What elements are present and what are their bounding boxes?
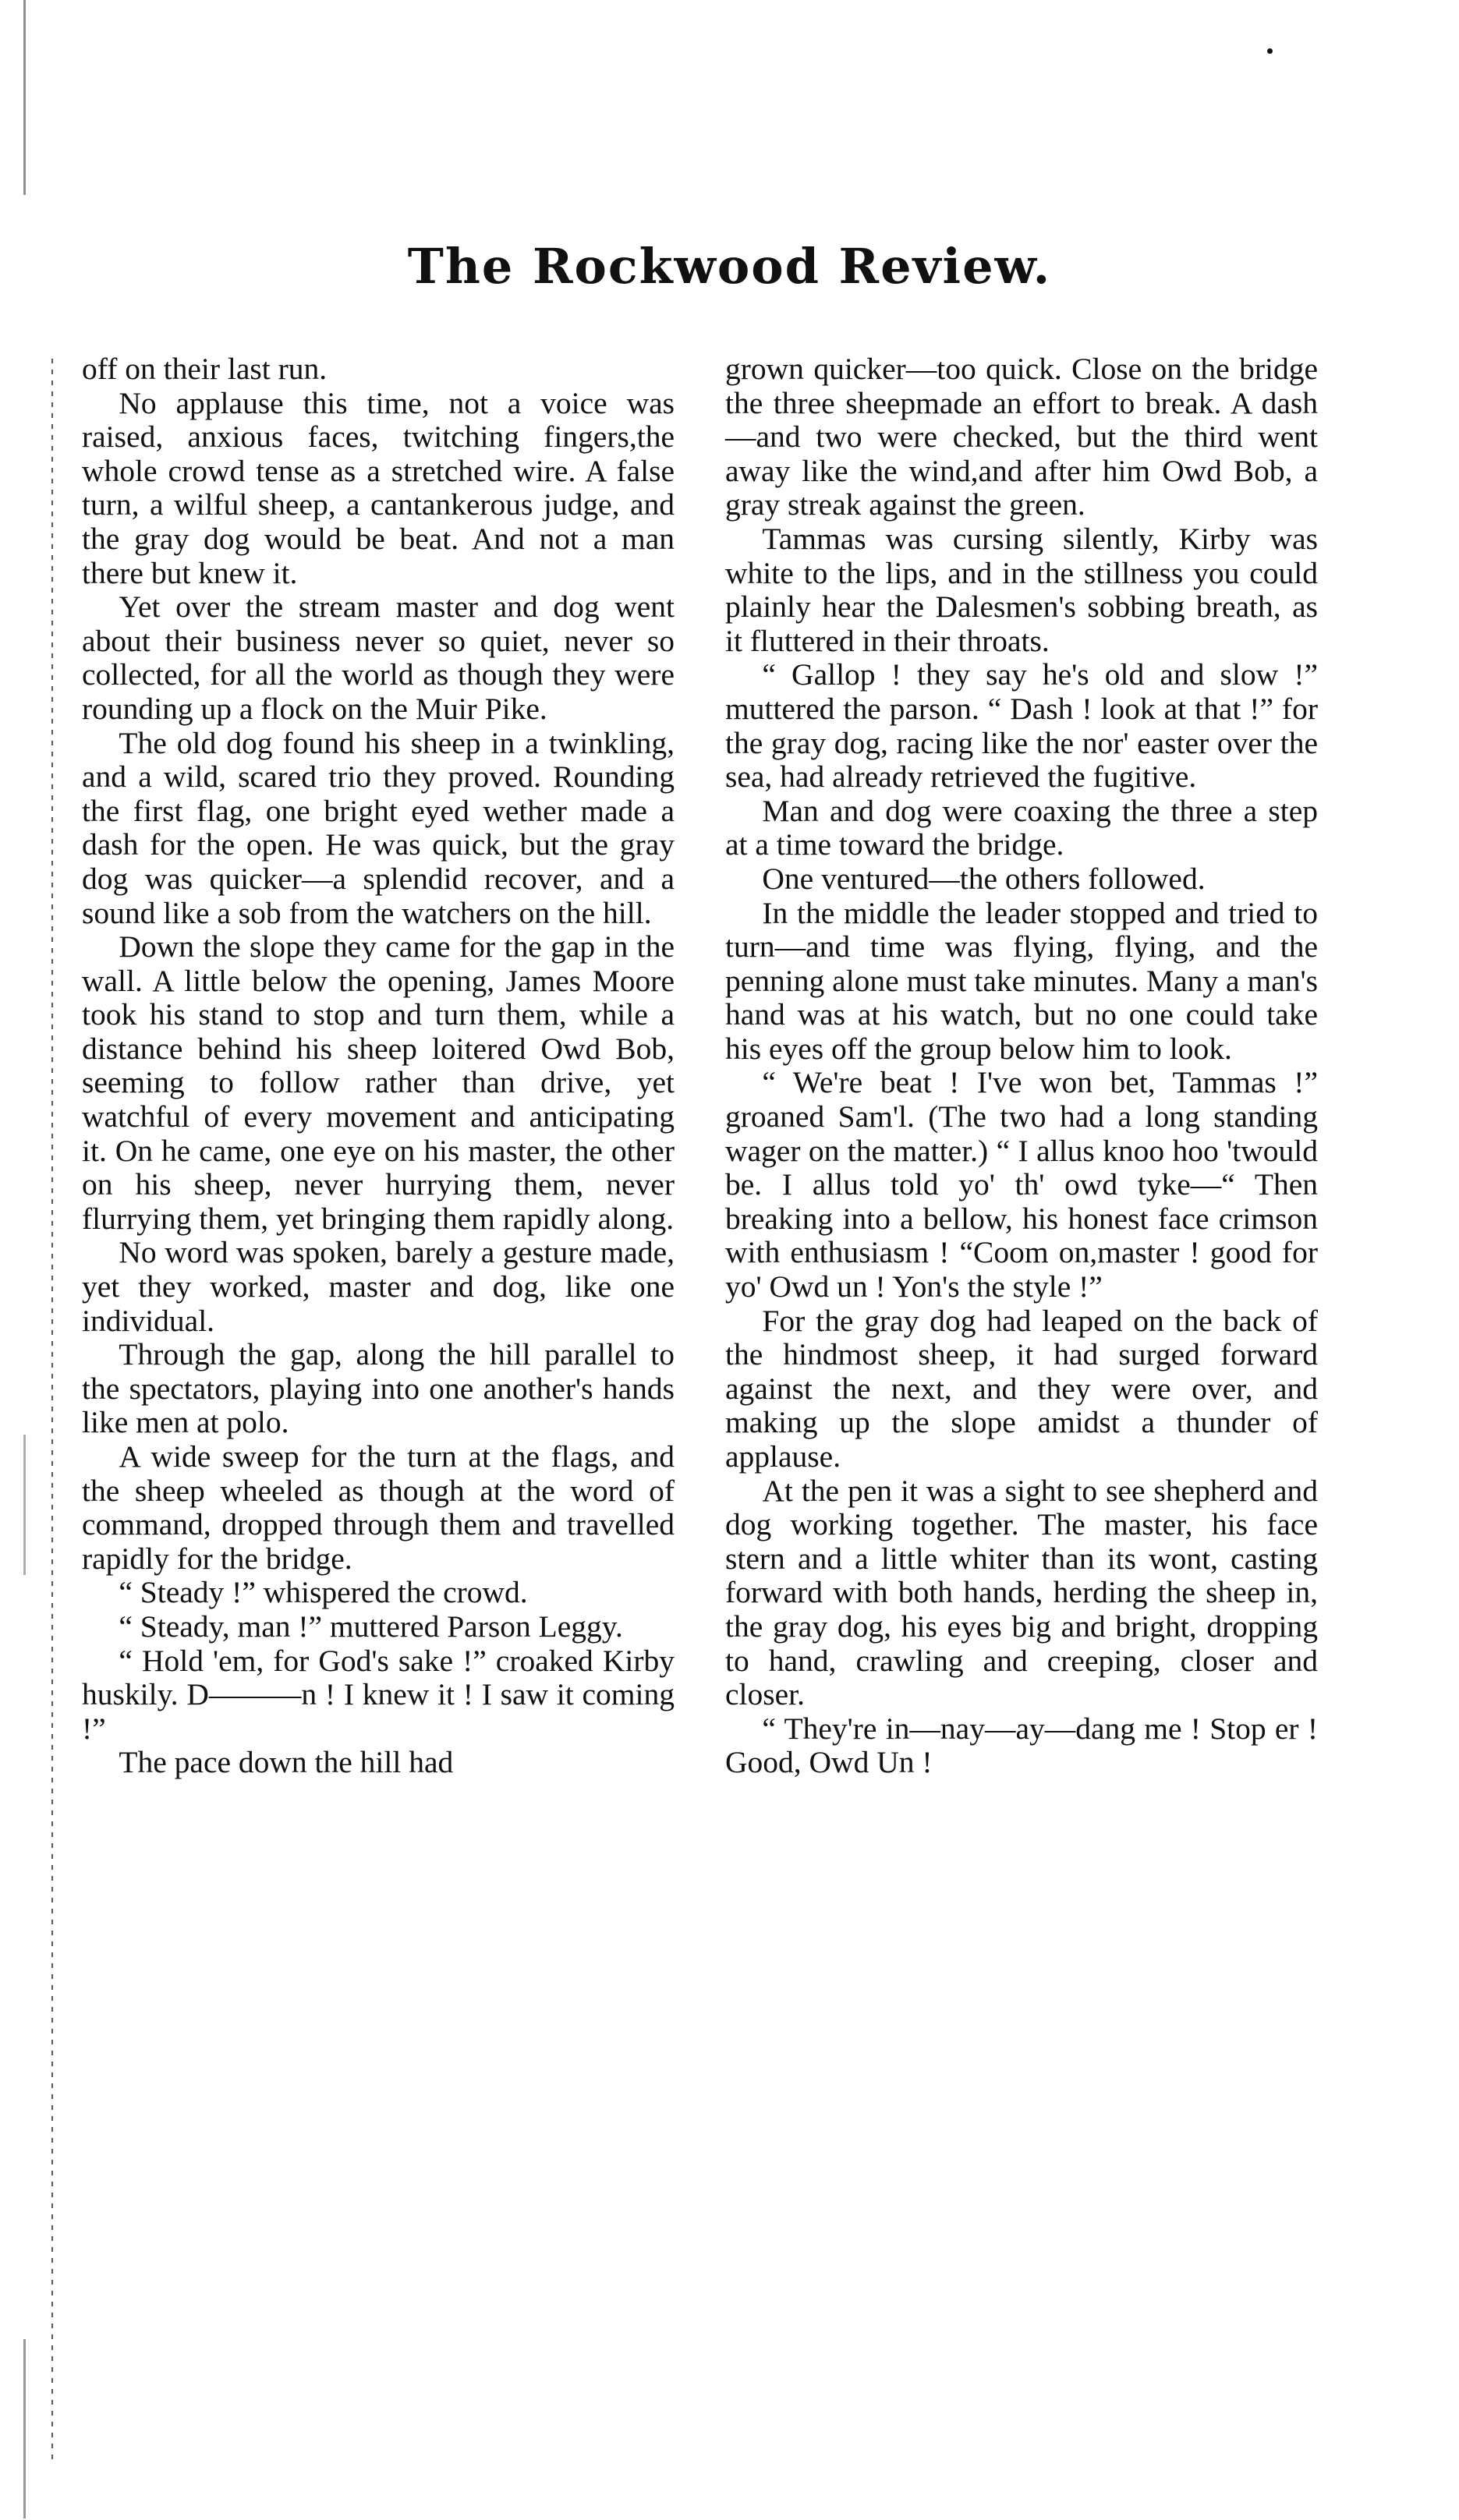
binding-edge-mark <box>23 0 26 195</box>
paragraph: Man and dog were coaxing the three a step at a time toward the bridge. <box>725 793 1318 862</box>
paragraph: One ventured—the others followed. <box>762 861 1206 896</box>
paragraph: In the middle the leader stopped and tried to turn—and time was flying, flying, and the penning alone must take minutes. Many a man's hand was at his watch, but no one could take his eyes off the group below him to look. <box>725 895 1318 1066</box>
paragraph: off on their last run. <box>82 352 328 386</box>
paragraph: The old dog found his sheep in a twinkling, and a wild, scared trio they proved. Rounding the first flag, one bright eyed wether made a dash for the open. He was quick, but the gray dog was quicker—a splendid recover, and a sound like a sob from the watchers on the hill. <box>82 725 675 930</box>
margin-speckle <box>51 359 53 2464</box>
page-speck <box>1267 48 1273 54</box>
paragraph: No word was spoken, barely a gesture made, yet they worked, master and dog, like one individual. <box>82 1235 675 1338</box>
paragraph: Through the gap, along the hill parallel to the spectators, playing into one another's hands like men at polo. <box>82 1337 675 1440</box>
paragraph: “ Steady, man !” muttered Parson Leggy. <box>119 1609 623 1644</box>
paragraph: Yet over the stream master and dog went about their business never so quiet, never so collected, for all the world as though they were rounding up a flock on the Muir Pike. <box>82 589 675 726</box>
paragraph: At the pen it was a sight to see shepherd and dog working together. The master, his face stern and a little whiter than its wont, casting forward with both hands, herding the sheep in, the gray dog, his eyes big and bright, dropping to hand, crawling and creeping, closer and closer. <box>725 1473 1318 1712</box>
paragraph: “ They're in—nay—ay—dang me ! Stop er ! Good, Owd Un ! <box>725 1711 1318 1780</box>
binding-edge-mark <box>23 1435 26 1575</box>
paragraph: “ Hold 'em, for God's sake !” croaked Kirby huskily. D———n ! I knew it ! I saw it coming !” <box>82 1643 675 1746</box>
paragraph: No applause this time, not a voice was raised, anxious faces, twitching fingers,the whole crowd tense as a stretched wire. A false turn, a wilful sheep, a cantankerous judge, and the gray dog would be beat. And not a man there but knew it. <box>82 385 675 590</box>
paragraph: A wide sweep for the turn at the flags, and the sheep wheeled as though at the word of command, dropped through them and travelled rapidly for the bridge. <box>82 1439 675 1576</box>
paragraph: Down the slope they came for the gap in the wall. A little below the opening, James Moore took his stand to stop and turn them, while a distance behind his sheep loitered Owd Bob, seeming to follow rather than drive, yet watchful of every movement and anticipating it. On he came, one eye on his master, the other on his sheep, never hurrying them, never flurrying them, yet bringing them rapidly along. <box>82 929 675 1236</box>
paragraph: “ Steady !” whispered the crowd. <box>119 1575 528 1610</box>
binding-edge-mark <box>23 2339 26 2518</box>
paragraph: The pace down the hill had <box>119 1745 454 1780</box>
paragraph: grown quicker—too quick. Close on the bridge the three sheepmade an effort to break. A dash—and two were checked, but the third went away like the wind,and after him Owd Bob, a gray streak against the green. <box>725 352 1318 522</box>
left-column <box>82 352 675 1780</box>
paragraph: For the gray dog had leaped on the back of the hindmost sheep, it had surged forward against the next, and they were over, and making up the slope amidst a thunder of applause. <box>725 1303 1318 1474</box>
right-column <box>725 352 1318 1780</box>
paragraph: Tammas was cursing silently, Kirby was white to the lips, and in the stillness you could plainly hear the Dalesmen's sobbing breath, as it fluttered in their throats. <box>725 521 1318 658</box>
paragraph: “ Gallop ! they say he's old and slow !” muttered the parson. “ Dash ! look at that !” for the gray dog, racing like the nor' easter over the sea, had already retrieved the fugitive. <box>725 657 1318 795</box>
paragraph: “ We're beat ! I've won bet, Tammas !” groaned Sam'l. (The two had a long standing wager on the matter.) “ I allus knoo hoo 'twould be. I allus told yo' th' owd tyke—“ Then breaking into a bellow, his honest face crimson with enthusiasm ! “Coom on,master ! good for yo' Owd un ! Yon's the style !” <box>725 1065 1318 1304</box>
masthead-title: The Rockwood Review. <box>407 238 1052 295</box>
